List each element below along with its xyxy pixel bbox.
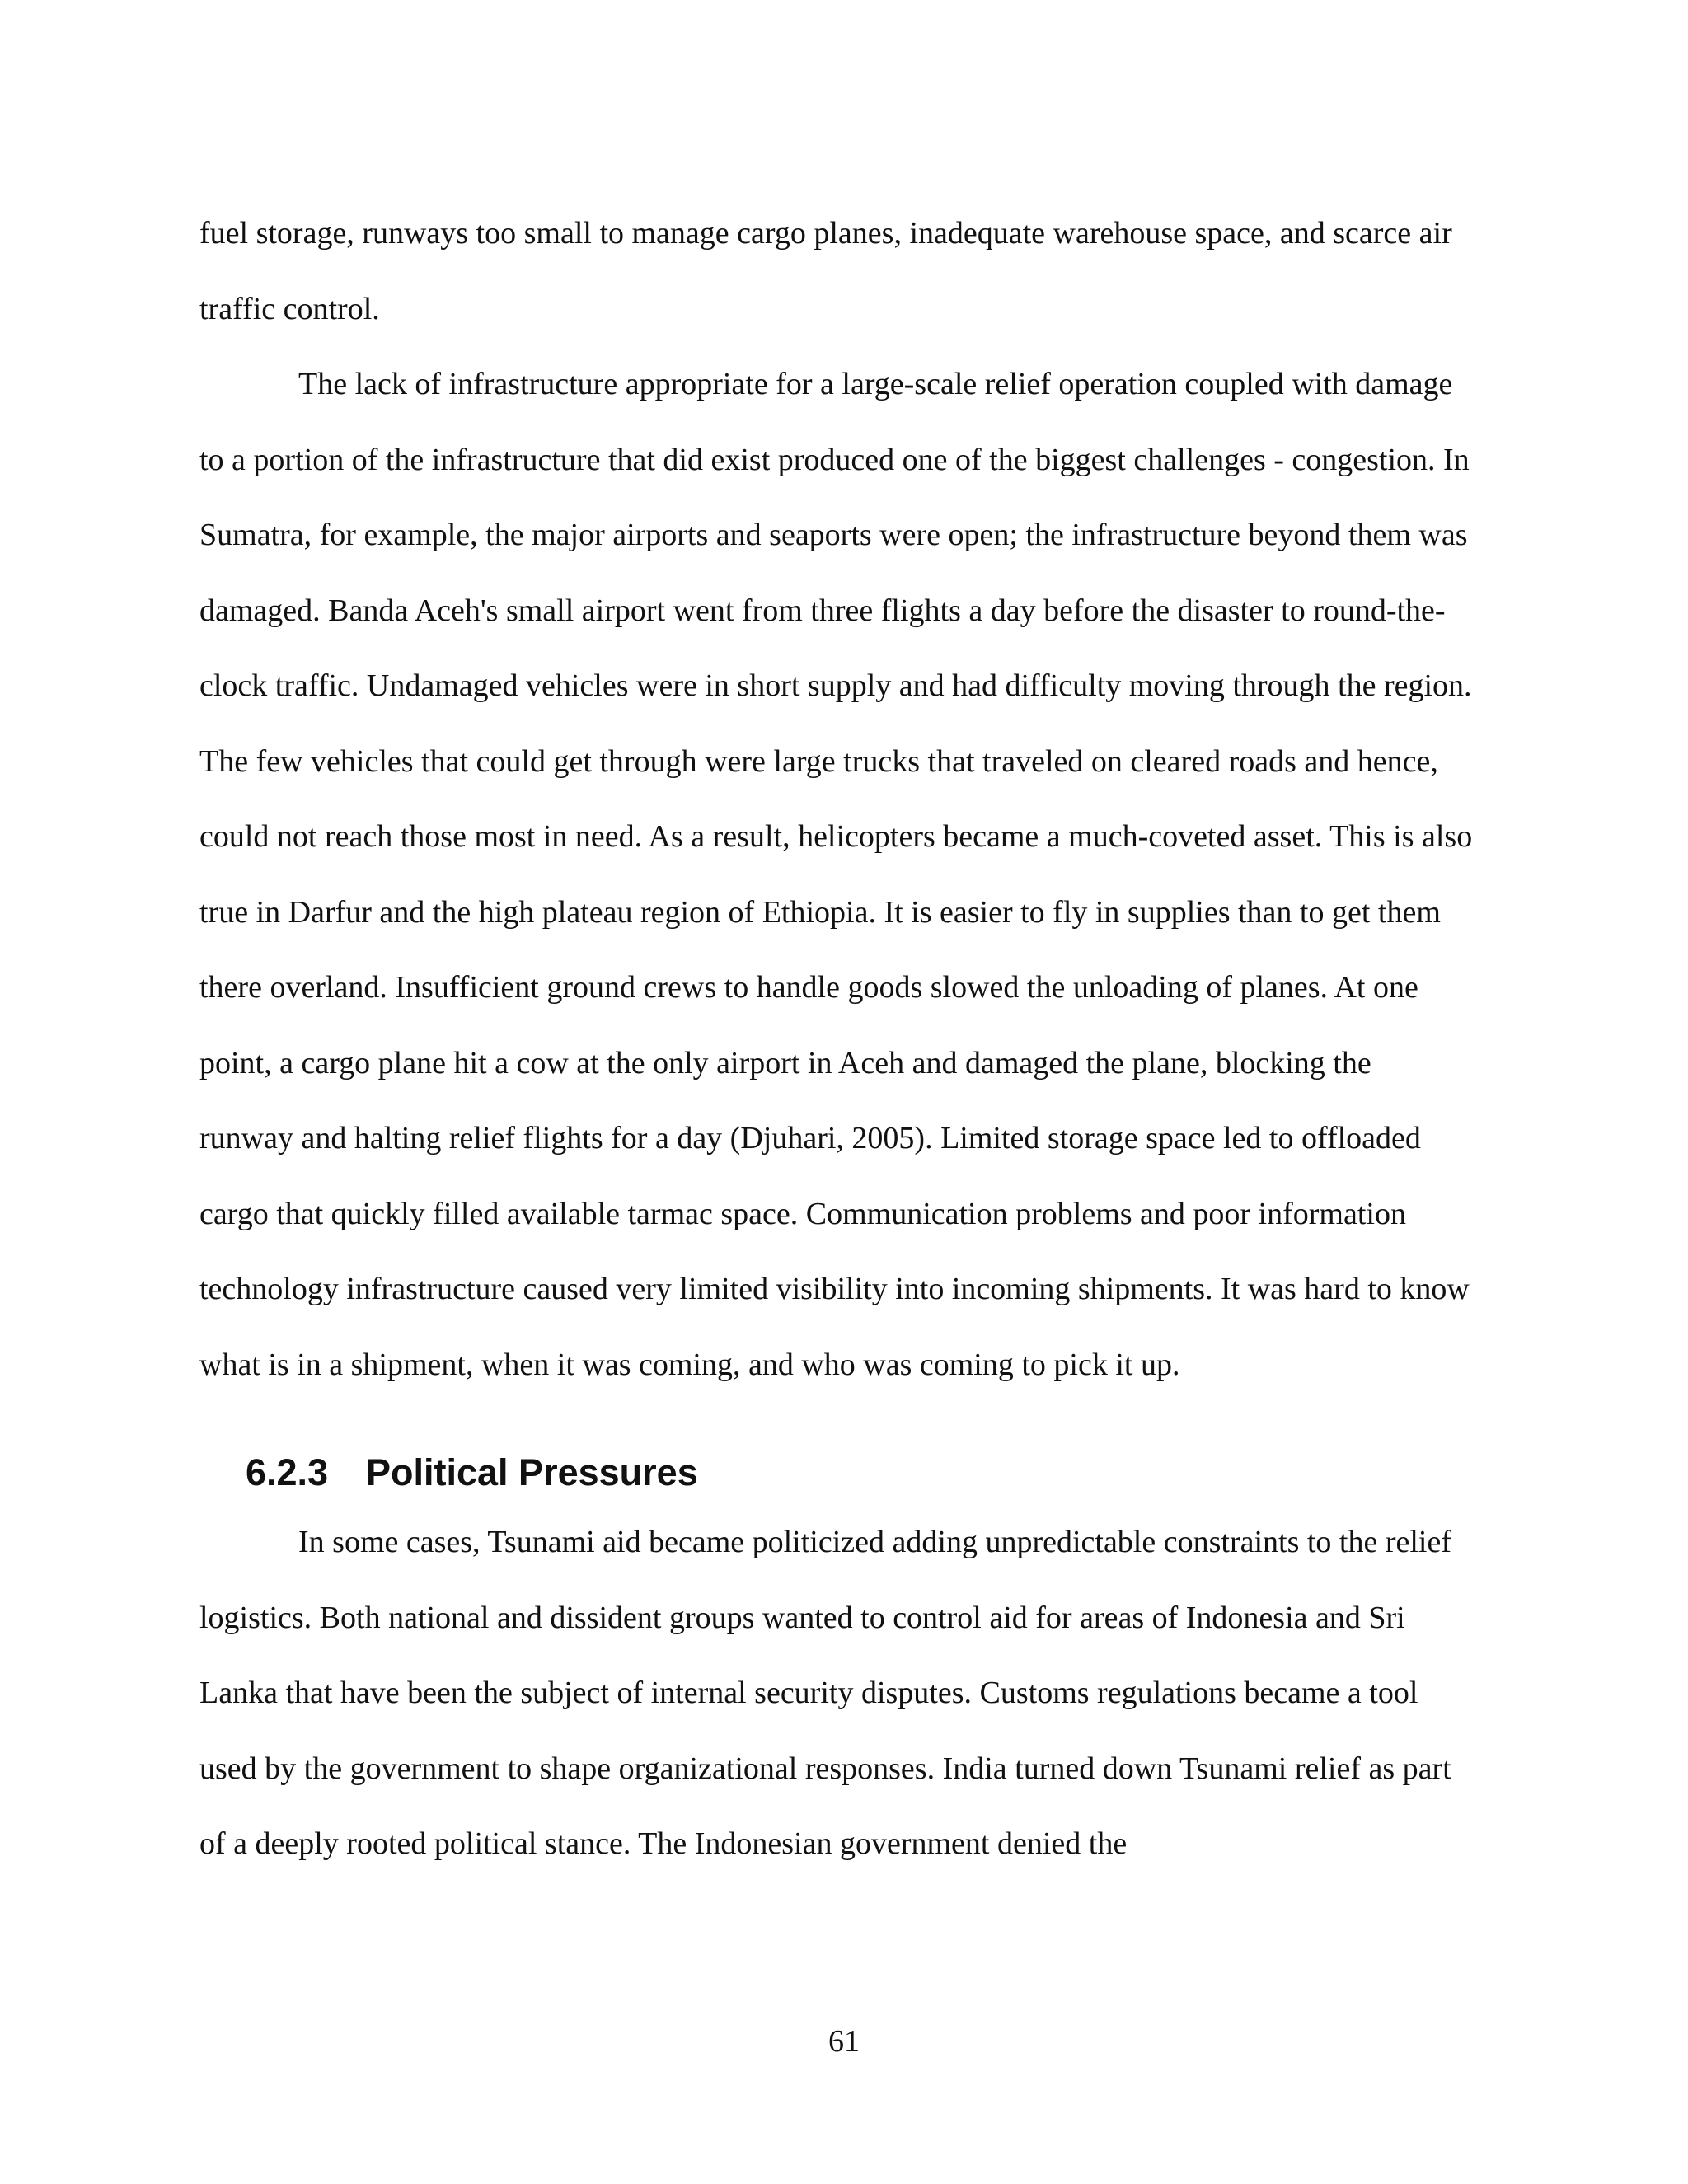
section-heading	[199, 1444, 1473, 1502]
paragraph-congestion: The lack of infrastructure appropriate for a large-scale relief operation coupled with damage to a portion of the infrastructure that did exist produced one of the biggest challenges - congestion. In Sumatra, for example, the major airports and seaports were open; the infrastructure beyond them was damaged. Banda Aceh's small airport went from three flights a day before the disaster to round-the-clock traffic. Undamaged vehicles were in short supply and had difficulty moving through the region. The few vehicles that could get through were large trucks that traveled on cleared roads and hence, could not reach those most in need. As a result, helicopters became a much-coveted asset. This is also true in Darfur and the high plateau region of Ethiopia. It is easier to fly in supplies than to get them there overland. Insufficient ground crews to handle goods slowed the unloading of planes. At one point, a cargo plane hit a cow at the only airport in Aceh and damaged the plane, blocking the runway and halting relief flights for a day (Djuhari, 2005). Limited storage space led to offloaded cargo that quickly filled available tarmac space. Communication problems and poor information technology infrastructure caused very limited visibility into incoming shipments. It was hard to know what is in a shipment, when it was coming, and who was coming to pick it up.	[199, 367, 1473, 1382]
page-number: 61	[828, 2024, 860, 2059]
paragraph-political-pressures: In some cases, Tsunami aid became politicized adding unpredictable constraints to the relief logistics. Both national and dissident groups wanted to control aid for areas of Indonesia and Sri Lanka that have been the subject of internal security disputes. Customs regulations became a tool used by the government to shape organizational responses. India turned down Tsunami relief as part of a deeply rooted political stance. The Indonesian government denied the	[199, 1525, 1452, 1861]
section-number: 6.2.3	[246, 1451, 329, 1493]
page-body	[199, 196, 1473, 1882]
section-title: Political Pressures	[366, 1451, 698, 1493]
paragraph-infrastructure-continuation: fuel storage, runways too small to manage cargo planes, inadequate warehouse space, and scarce air traffic control.	[199, 216, 1452, 326]
